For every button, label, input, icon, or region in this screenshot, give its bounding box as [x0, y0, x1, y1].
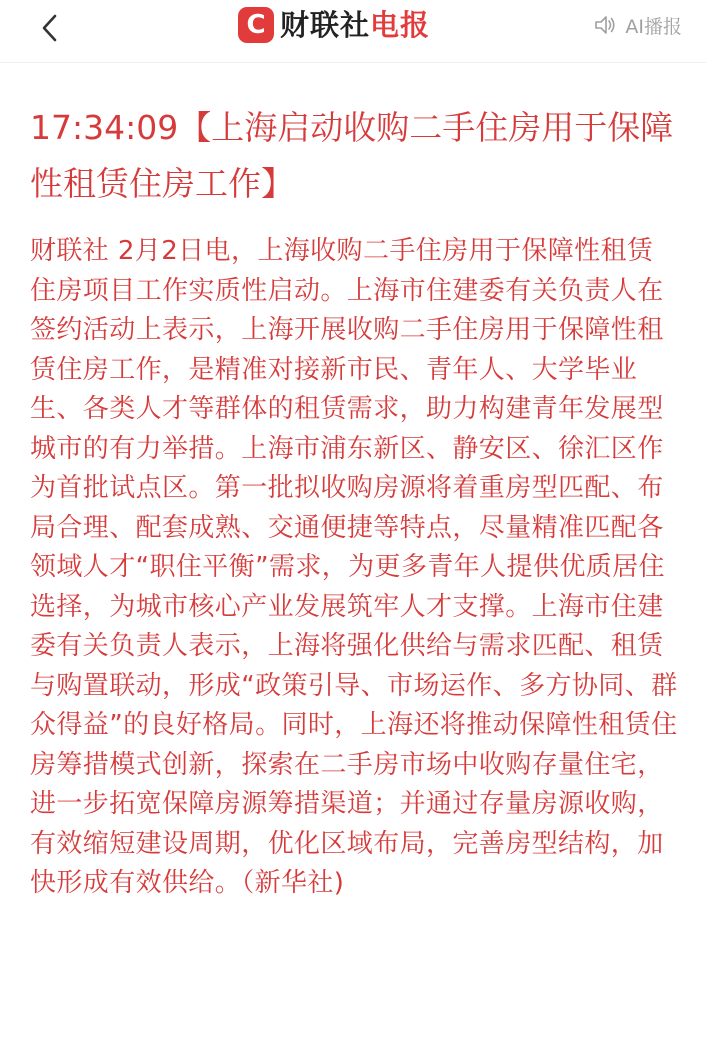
brand-logo-group [238, 6, 430, 44]
speaker-icon [593, 14, 617, 36]
brand-section: 电报 [370, 8, 431, 42]
logo-letter: C [246, 10, 266, 40]
chevron-left-icon [40, 13, 60, 43]
top-navigation-bar [0, 0, 706, 63]
article-title: 【上海启动收购二手住房用于保障性租赁住房工作】 [30, 108, 674, 203]
article-time: 17:34:09 [30, 108, 179, 147]
back-button[interactable] [30, 8, 70, 48]
article-body: 财联社 2月2日电，上海收购二手住房用于保障性租赁住房项目工作实质性启动。上海市住建委有关负责人在签约活动上表示，上海开展收购二手住房用于保障性租赁住房工作，是精准对接新市民、青年人、大学毕业生、各类人才等群体的租赁需求，助力构建青年发展型城市的有力举措。上海市浦东新区、静安区、徐汇区作为首批试点区。第一批拟收购房源将着重房型匹配、布局合理、配套成熟、交通便捷等特点，尽量精准匹配各领域人才“职住平衡”需求，为更多青年人提供优质居住选择，为城市核心产业发展筑牢人才支撑。上海市住建委有关负责人表示，上海将强化供给与需求匹配、租赁与购置联动，形成“政策引导、市场运作、多方协同、群众得益”的良好格局。同时，上海还将推动保障性租赁住房筹措模式创新，探索在二手房市场中收购存量住宅，进一步拓宽保障房源筹措渠道；并通过存量房源收购，有效缩短建设周期，优化区域布局，完善房型结构，加快形成有效供给。（新华社) [30, 236, 678, 898]
article-headline [30, 100, 678, 212]
article-content [30, 100, 678, 904]
brand-name: 财联社 [280, 8, 371, 42]
brand-title [280, 6, 430, 44]
ai-broadcast-button[interactable] [593, 10, 682, 40]
ai-broadcast-label: AI播报 [625, 15, 682, 38]
brand-logo-icon [238, 7, 274, 43]
